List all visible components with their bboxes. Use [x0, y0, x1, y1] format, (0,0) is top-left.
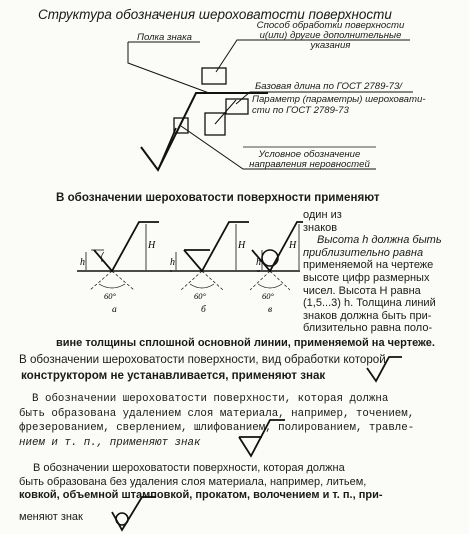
- direction-label: Условное обозначение направления неровностей: [249, 149, 370, 170]
- base-length-label: Базовая длина по ГОСТ 2789-73/: [255, 81, 402, 92]
- para1-tail: вине толщины сплошной основной линии, применяемой на чертеже.: [56, 337, 435, 349]
- para2: В обозначении шероховатости поверхности, вид обработки которой конструктором не устанавливается, применяют знак: [19, 353, 386, 382]
- para3: В обозначении шероховатости поверхности, которая должна быть образована удалением слоя материала, например, точением, фрезерованием, сверлением, шлифованием, полированием, травле- нием и т. п., применяют знак: [19, 393, 415, 449]
- caption-a: а: [112, 305, 117, 315]
- angle-label-a: 60°: [104, 291, 116, 301]
- h-label-b: h: [170, 257, 175, 268]
- h-label-a: h: [80, 257, 85, 268]
- caption-b: б: [201, 305, 206, 315]
- H-label-c: H: [289, 240, 297, 251]
- H-label-a: H: [148, 240, 156, 251]
- parameter-label: Параметр (параметры) шероховати- сти по ГОСТ 2789-73: [252, 94, 426, 116]
- para1-lead: В обозначении шероховатости поверхности применяют: [56, 191, 380, 204]
- caption-c: в: [268, 305, 273, 315]
- h-label-c: h: [256, 257, 261, 268]
- shelf-label: Полка знака: [137, 32, 192, 43]
- para1-right-column: один из знаков Высота h должна быть приблизительно равна применяемой на чертеже высоте цифр размерных чисел. Высота H равна (1,5...3) h. Толщина линий знаков должна быть при- близительно равна поло-: [303, 209, 442, 335]
- angle-label-b: 60°: [194, 291, 206, 301]
- para4: В обозначении шероховатости поверхности, которая должна быть образована без удаления слоя материала, например, литьем, ковкой, объемной штамповкой, прокатом, волочением и т. п., при- меняют знак: [19, 462, 383, 523]
- page-title: Структура обозначения шероховатости поверхности: [38, 7, 392, 22]
- H-label-b: H: [238, 240, 246, 251]
- angle-label-c: 60°: [262, 291, 274, 301]
- method-label: Способ обработки поверхности и(или) другие дополнительные указания: [256, 20, 405, 51]
